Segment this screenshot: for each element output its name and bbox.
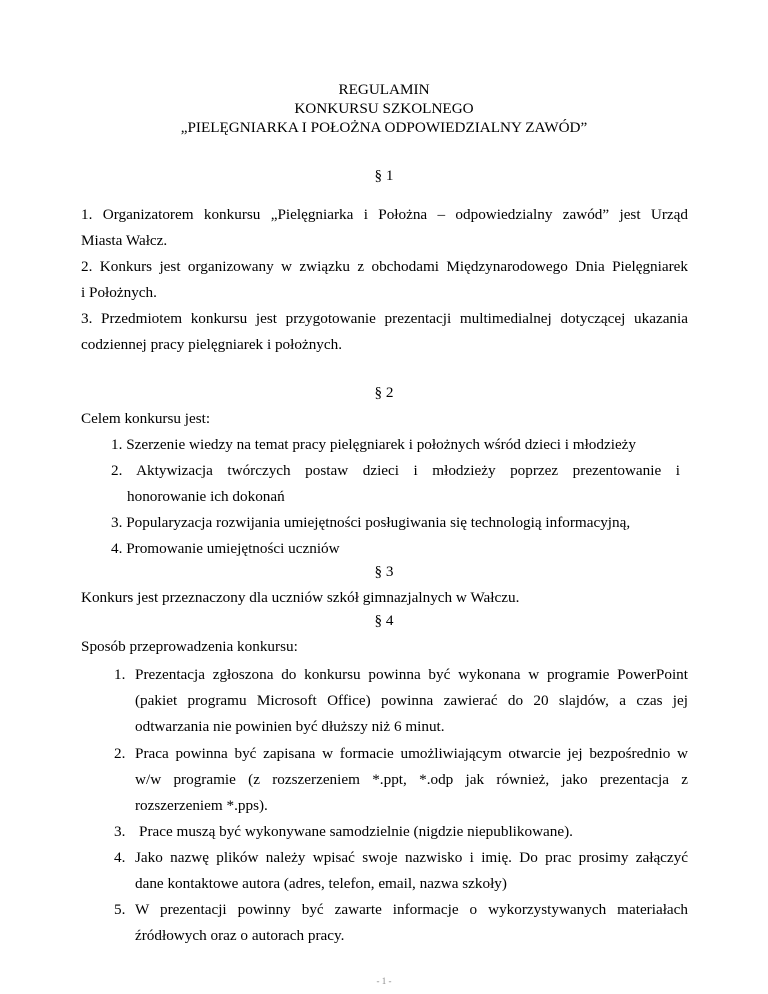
section-3-heading: § 3 (374, 563, 394, 580)
s1-point-2-line2: i Położnych. (81, 284, 157, 301)
s4-item-3-line1: Prace muszą być wykonywane samodzielnie (nigdzie niepublikowane). (139, 823, 573, 840)
s2-intro: Celem konkursu jest: (81, 410, 211, 427)
s4-item-3-number: 3. (114, 823, 126, 840)
s1-point-1-line2: Miasta Wałcz. (81, 232, 168, 249)
s4-item-4-line1: Jako nazwę plików należy wpisać swoje nazwisko i imię. Do prac prosimy załączyć (135, 849, 688, 866)
page-number: - 1 - (376, 976, 392, 986)
section-2-heading: § 2 (374, 384, 394, 401)
s4-item-1-line2: (pakiet programu Microsoft Office) powinna zawierać do 20 slajdów, a czas jej (135, 692, 688, 709)
s2-item-4: 4. Promowanie umiejętności uczniów (111, 540, 340, 557)
s2-item-1: 1. Szerzenie wiedzy na temat pracy pielęgniarek i położnych wśród dzieci i młodzieży (111, 436, 637, 453)
s3-text: Konkurs jest przeznaczony dla uczniów szkół gimnazjalnych w Wałczu. (81, 589, 520, 606)
s4-item-2-line1: Praca powinna być zapisana w formacie umożliwiającym otwarcie jej bezpośrednio w (135, 745, 688, 762)
s1-point-2-line1: 2. Konkurs jest organizowany w związku z obchodami Międzynarodowego Dnia Pielęgniarek (81, 258, 688, 275)
s4-item-1-line1: Prezentacja zgłoszona do konkursu powinna być wykonana w programie PowerPoint (135, 666, 688, 683)
doc-title-line2: KONKURSU SZKOLNEGO (294, 100, 474, 117)
s4-item-5-number: 5. (114, 901, 126, 918)
section-1-heading: § 1 (374, 167, 394, 184)
s4-item-2-line3: rozszerzeniem *.pps). (135, 797, 268, 814)
s2-item-3: 3. Popularyzacja rozwijania umiejętności posługiwania się technologią informacyjną, (111, 514, 631, 531)
s4-item-1-line3: odtwarzania nie powinien być dłuższy niż 6 minut. (135, 718, 445, 735)
s4-item-5-line1: W prezentacji powinny być zawarte informacje o wykorzystywanych materiałach (135, 901, 688, 918)
s2-item-2-line1: 2. Aktywizacja twórczych postaw dzieci i młodzieży poprzez prezentowanie i (111, 462, 680, 479)
s4-item-4-line2: dane kontaktowe autora (adres, telefon, email, nazwa szkoły) (135, 875, 507, 892)
s2-item-2-line2: honorowanie ich dokonań (127, 488, 285, 505)
s4-item-2-number: 2. (114, 745, 126, 762)
s1-point-3-line2: codziennej pracy pielęgniarek i położnych. (81, 336, 343, 353)
s4-intro: Sposób przeprowadzenia konkursu: (81, 638, 298, 655)
section-4-heading: § 4 (374, 612, 394, 629)
s1-point-3-line1: 3. Przedmiotem konkursu jest przygotowanie prezentacji multimedialnej dotyczącej ukazania (81, 310, 688, 327)
s4-item-2-line2: w/w programie (z rozszerzeniem *.ppt, *.odp jak również, jako prezentacja z (135, 771, 688, 788)
doc-title-line3: „PIELĘGNIARKA I POŁOŻNA ODPOWIEDZIALNY ZAWÓD” (180, 119, 588, 136)
doc-title-line1: REGULAMIN (338, 81, 430, 98)
s4-item-4-number: 4. (114, 849, 126, 866)
s4-item-1-number: 1. (114, 666, 126, 683)
s4-item-5-line2: źródłowych oraz o autorach pracy. (135, 927, 345, 944)
s1-point-1-line1: 1. Organizatorem konkursu „Pielęgniarka i Położna – odpowiedzialny zawód” jest Urząd (81, 206, 688, 223)
